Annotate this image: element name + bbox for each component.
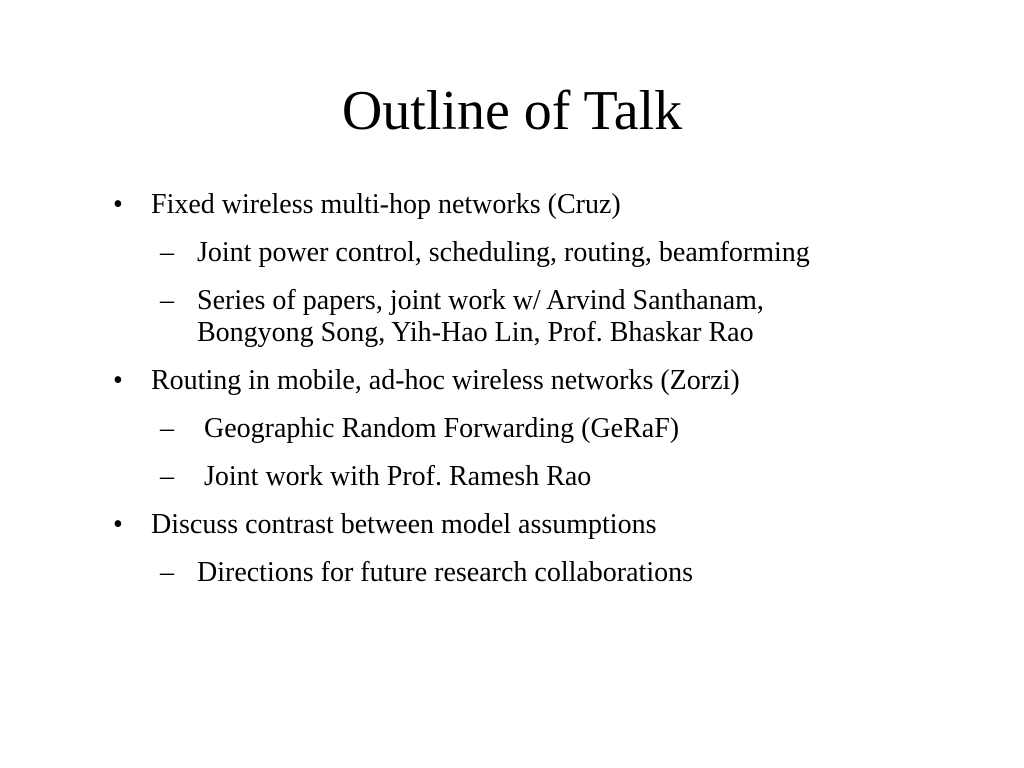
sub-item [151, 285, 990, 349]
sub-item [151, 237, 990, 269]
bullet-icon: • [113, 189, 123, 220]
outline-item-2 [110, 365, 990, 493]
sub-item-text: Directions for future research collaborations [197, 557, 694, 588]
dash-icon: – [160, 557, 174, 588]
sub-list [151, 557, 990, 589]
bullet-icon: • [113, 509, 123, 540]
sub-item-text: Series of papers, joint work w/ Arvind Santhanam, [197, 285, 764, 316]
dash-icon: – [160, 413, 174, 444]
sub-item-text: Joint work with Prof. Ramesh Rao [197, 461, 592, 492]
dash-icon: – [160, 285, 174, 316]
dash-icon: – [160, 461, 174, 492]
bullet-icon: • [113, 365, 123, 396]
sub-item-text: Geographic Random Forwarding (GeRaF) [197, 413, 680, 444]
sub-item [151, 413, 990, 445]
sub-item [151, 557, 990, 589]
slide-title: Outline of Talk [341, 80, 683, 142]
sub-list [151, 413, 990, 493]
sub-list [151, 237, 990, 349]
sub-item-text: Joint power control, scheduling, routing, beamforming [197, 237, 810, 268]
sub-item-text-continued: Bongyong Song, Yih-Hao Lin, Prof. Bhaskar Rao [197, 317, 754, 348]
dash-icon: – [160, 237, 174, 268]
sub-item [151, 461, 990, 493]
outline-item-1 [110, 189, 990, 349]
outline-item-text: Discuss contrast between model assumptions [151, 509, 657, 540]
outline-item-text: Fixed wireless multi-hop networks (Cruz) [151, 189, 621, 220]
outline-item-3 [110, 509, 990, 589]
outline-item-text: Routing in mobile, ad-hoc wireless networks (Zorzi) [151, 365, 740, 396]
outline-list [110, 189, 990, 589]
